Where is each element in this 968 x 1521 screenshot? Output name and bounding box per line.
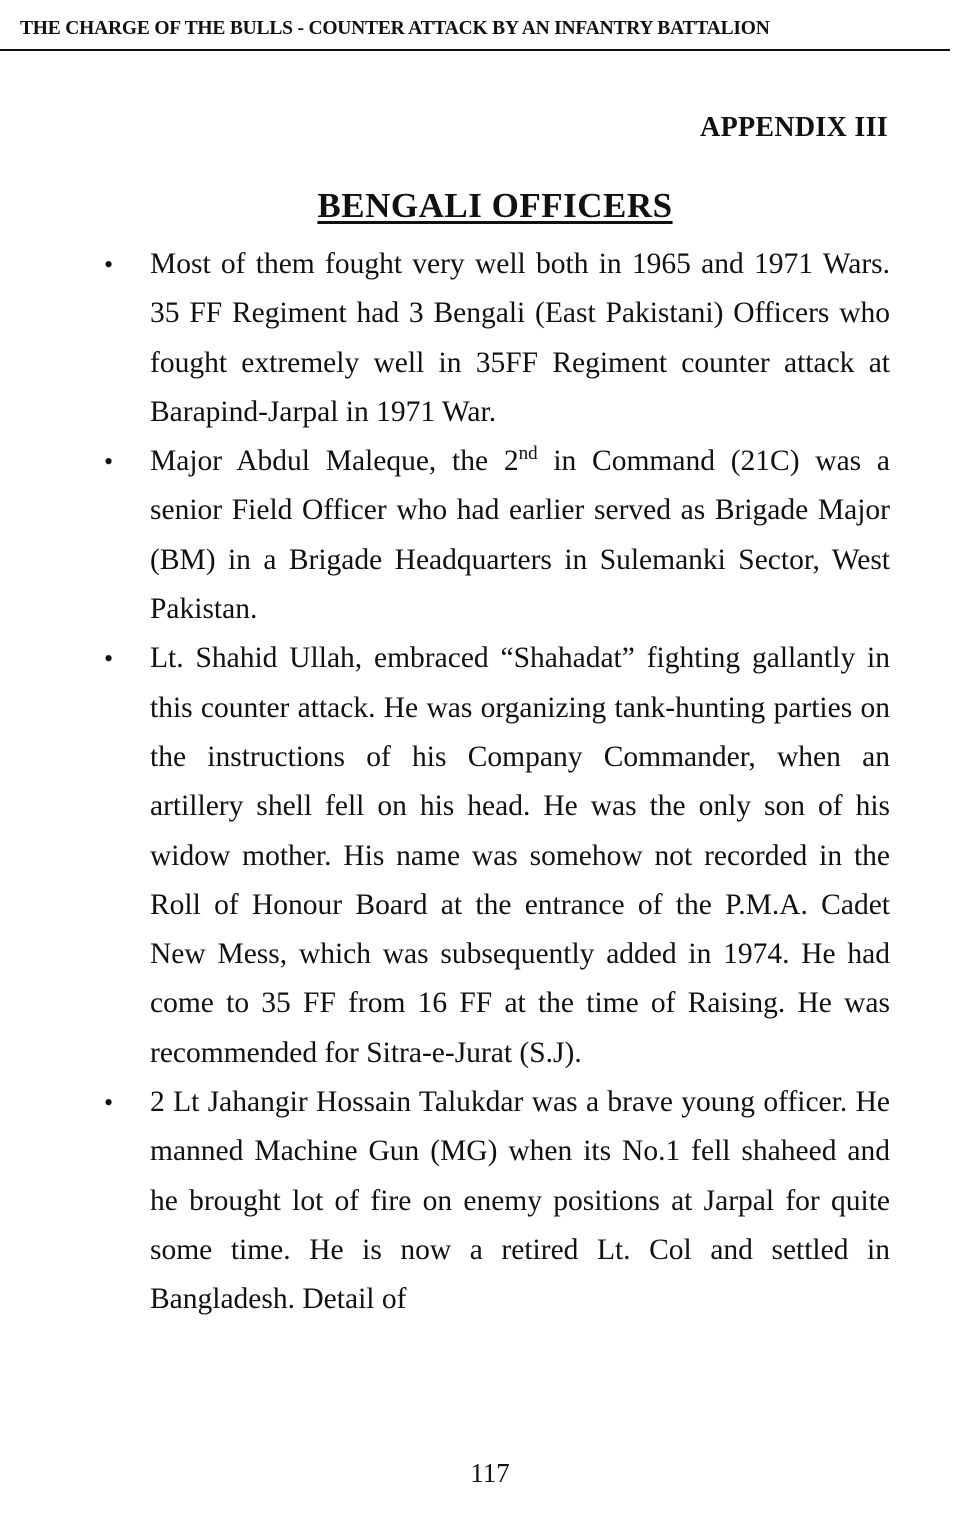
bullet-text-part: Major Abdul Maleque, the 2 [150,445,519,478]
bullet-text-part: in Command (21C) was a senior Field Officer who had earlier served as Brigade Major (BM) in a Brigade Headquarters in Sulemanki Sector, West Pakistan. [150,445,890,626]
bullet-list [100,240,890,1325]
bullet-item [100,437,890,634]
bullet-text: 2 Lt Jahangir Hossain Talukdar was a brave young officer. He manned Machine Gun (MG) when its No.1 fell shaheed and he brought lot of fire on enemy positions at Jarpal for quite some time. He is now a retired Lt. Col and settled in Bangladesh. Detail of [150,1086,890,1316]
running-header: THE CHARGE OF THE BULLS - COUNTER ATTACK BY AN INFANTRY BATTALION [20,18,770,39]
bullet-item [100,634,890,1078]
bullet-text: Most of them fought very well both in 1965 and 1971 Wars. 35 FF Regiment had 3 Bengali (East Pakistani) Officers who fought extremely well in 35FF Regiment counter attack at Barapind-Jarpal in 1971 War. [150,248,890,428]
appendix-label: APPENDIX III [700,112,888,143]
bullet-item [100,1078,890,1324]
bullet-text: Lt. Shahid Ullah, embraced “Shahadat” fighting gallantly in this counter attack. He was organizing tank-hunting parties on the instructions of his Company Commander, when an artillery shell fell on his head. He was the only son of his widow mother. His name was somehow not recorded in the Roll of Honour Board at the entrance of the P.M.A. Cadet New Mess, which was subsequently added in 1974. He had come to 35 FF from 16 FF at the time of Raising. He was recommended for Sitra-e-Jurat (S.J). [150,642,890,1069]
header-rule [0,49,950,51]
page-number: 117 [470,1458,510,1488]
ordinal-superscript: nd [518,443,538,465]
bullet-item [100,240,890,437]
bullet-text [150,445,890,625]
page-title: BENGALI OFFICERS [317,186,673,225]
